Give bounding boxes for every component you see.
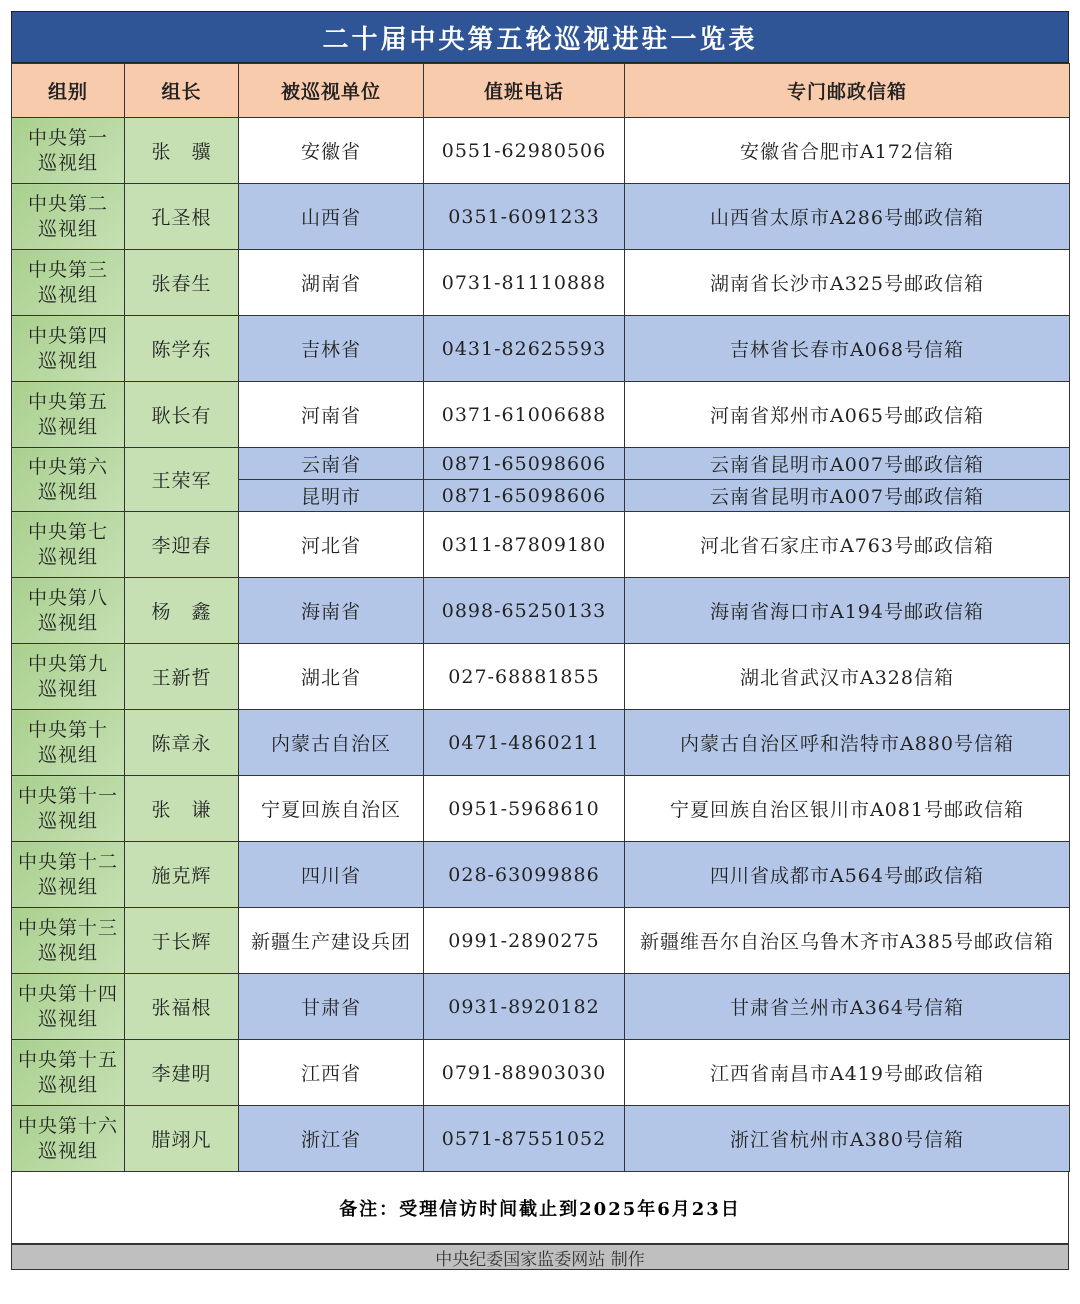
group-name: 中央第七巡视组: [27, 520, 108, 568]
mailbox-cell: 海南省海口市A194号邮政信箱: [625, 578, 1070, 644]
table-row: [12, 250, 1070, 316]
leader-cell: 张 骥: [125, 118, 239, 184]
group-cell: [12, 974, 125, 1040]
group-cell: [12, 908, 125, 974]
group-name: 中央第十巡视组: [27, 718, 108, 766]
phone-cell: 0311-87809180: [424, 512, 625, 578]
group-name: 中央第十二巡视组: [17, 850, 118, 898]
group-cell: [12, 644, 125, 710]
mailbox-cell: 湖南省长沙市A325号邮政信箱: [625, 250, 1070, 316]
unit-cell: 河南省: [239, 382, 424, 448]
mailbox-cell: 山西省太原市A286号邮政信箱: [625, 184, 1070, 250]
unit-cell: 湖北省: [239, 644, 424, 710]
unit-cell: 浙江省: [239, 1106, 424, 1172]
unit-cell: 云南省: [239, 448, 424, 480]
table-row: [12, 382, 1070, 448]
unit-cell: 山西省: [239, 184, 424, 250]
leader-cell: 王荣军: [125, 448, 239, 512]
group-name: 中央第九巡视组: [27, 652, 108, 700]
leader-cell: 耿长有: [125, 382, 239, 448]
table-row: [12, 644, 1070, 710]
page-title: 二十届中央第五轮巡视进驻一览表: [11, 11, 1069, 63]
group-cell: [12, 250, 125, 316]
mailbox-cell: 安徽省合肥市A172信箱: [625, 118, 1070, 184]
group-cell: [12, 118, 125, 184]
header-row: [12, 64, 1070, 118]
unit-cell: 宁夏回族自治区: [239, 776, 424, 842]
group-name: 中央第十五巡视组: [17, 1048, 118, 1096]
phone-cell: 0351-6091233: [424, 184, 625, 250]
leader-cell: 于长辉: [125, 908, 239, 974]
table-row: [12, 710, 1070, 776]
group-cell: [12, 842, 125, 908]
mailbox-cell: 吉林省长春市A068号信箱: [625, 316, 1070, 382]
group-cell: [12, 316, 125, 382]
phone-cell: 028-63099886: [424, 842, 625, 908]
group-name: 中央第十三巡视组: [17, 916, 118, 964]
group-cell: [12, 710, 125, 776]
phone-cell: 0871-65098606: [424, 480, 625, 512]
patrol-table: [11, 63, 1070, 1172]
table-row: [12, 974, 1070, 1040]
unit-cell: 昆明市: [239, 480, 424, 512]
mailbox-cell: 云南省昆明市A007号邮政信箱: [625, 448, 1070, 480]
unit-cell: 海南省: [239, 578, 424, 644]
phone-cell: 0431-82625593: [424, 316, 625, 382]
header-mailbox: 专门邮政信箱: [625, 64, 1070, 118]
group-cell: [12, 448, 125, 512]
group-name: 中央第十四巡视组: [17, 982, 118, 1030]
table-row: [12, 118, 1070, 184]
patrol-table-document: [11, 11, 1069, 1270]
group-name: 中央第十六巡视组: [17, 1114, 118, 1162]
mailbox-cell: 河南省郑州市A065号邮政信箱: [625, 382, 1070, 448]
group-cell: [12, 578, 125, 644]
phone-cell: 0371-61006688: [424, 382, 625, 448]
table-row: [12, 908, 1070, 974]
mailbox-cell: 四川省成都市A564号邮政信箱: [625, 842, 1070, 908]
phone-cell: 0991-2890275: [424, 908, 625, 974]
header-leader: 组长: [125, 64, 239, 118]
leader-cell: 杨 鑫: [125, 578, 239, 644]
table-row: [12, 316, 1070, 382]
leader-cell: 陈章永: [125, 710, 239, 776]
mailbox-cell: 湖北省武汉市A328信箱: [625, 644, 1070, 710]
mailbox-cell: 新疆维吾尔自治区乌鲁木齐市A385号邮政信箱: [625, 908, 1070, 974]
group-cell: [12, 1106, 125, 1172]
unit-cell: 甘肃省: [239, 974, 424, 1040]
phone-cell: 0571-87551052: [424, 1106, 625, 1172]
phone-cell: 0951-5968610: [424, 776, 625, 842]
group-name: 中央第六巡视组: [27, 455, 108, 503]
unit-cell: 江西省: [239, 1040, 424, 1106]
group-name: 中央第三巡视组: [27, 258, 108, 306]
phone-cell: 027-68881855: [424, 644, 625, 710]
table-row: [12, 512, 1070, 578]
leader-cell: 腊翊凡: [125, 1106, 239, 1172]
mailbox-cell: 宁夏回族自治区银川市A081号邮政信箱: [625, 776, 1070, 842]
table-row: [12, 776, 1070, 842]
mailbox-cell: 河北省石家庄市A763号邮政信箱: [625, 512, 1070, 578]
table-row: [12, 448, 1070, 480]
phone-cell: 0898-65250133: [424, 578, 625, 644]
leader-cell: 孔圣根: [125, 184, 239, 250]
group-name: 中央第八巡视组: [27, 586, 108, 634]
unit-cell: 湖南省: [239, 250, 424, 316]
phone-cell: 0791-88903030: [424, 1040, 625, 1106]
table-row: [12, 842, 1070, 908]
unit-cell: 吉林省: [239, 316, 424, 382]
leader-cell: 陈学东: [125, 316, 239, 382]
header-group: 组别: [12, 64, 125, 118]
table-row: [12, 578, 1070, 644]
phone-cell: 0931-8920182: [424, 974, 625, 1040]
footer-credit: 中央纪委国家监委网站 制作: [11, 1244, 1069, 1270]
group-name: 中央第十一巡视组: [17, 784, 118, 832]
group-name: 中央第四巡视组: [27, 324, 108, 372]
phone-cell: 0551-62980506: [424, 118, 625, 184]
leader-cell: 张 谦: [125, 776, 239, 842]
leader-cell: 施克辉: [125, 842, 239, 908]
leader-cell: 王新哲: [125, 644, 239, 710]
phone-cell: 0731-81110888: [424, 250, 625, 316]
group-name: 中央第五巡视组: [27, 390, 108, 438]
group-cell: [12, 382, 125, 448]
group-cell: [12, 776, 125, 842]
table-row: [12, 1106, 1070, 1172]
phone-cell: 0471-4860211: [424, 710, 625, 776]
group-name: 中央第一巡视组: [27, 126, 108, 174]
phone-cell: 0871-65098606: [424, 448, 625, 480]
group-cell: [12, 184, 125, 250]
unit-cell: 四川省: [239, 842, 424, 908]
leader-cell: 李建明: [125, 1040, 239, 1106]
mailbox-cell: 内蒙古自治区呼和浩特市A880号信箱: [625, 710, 1070, 776]
table-row: [12, 1040, 1070, 1106]
unit-cell: 河北省: [239, 512, 424, 578]
group-cell: [12, 1040, 125, 1106]
mailbox-cell: 云南省昆明市A007号邮政信箱: [625, 480, 1070, 512]
group-cell: [12, 512, 125, 578]
header-unit: 被巡视单位: [239, 64, 424, 118]
leader-cell: 张春生: [125, 250, 239, 316]
unit-cell: 内蒙古自治区: [239, 710, 424, 776]
header-phone: 值班电话: [424, 64, 625, 118]
mailbox-cell: 江西省南昌市A419号邮政信箱: [625, 1040, 1070, 1106]
mailbox-cell: 甘肃省兰州市A364号信箱: [625, 974, 1070, 1040]
table-row: [12, 184, 1070, 250]
group-name: 中央第二巡视组: [27, 192, 108, 240]
note: 备注：受理信访时间截止到2025年6月23日: [11, 1172, 1069, 1244]
unit-cell: 新疆生产建设兵团: [239, 908, 424, 974]
mailbox-cell: 浙江省杭州市A380号信箱: [625, 1106, 1070, 1172]
unit-cell: 安徽省: [239, 118, 424, 184]
leader-cell: 张福根: [125, 974, 239, 1040]
leader-cell: 李迎春: [125, 512, 239, 578]
